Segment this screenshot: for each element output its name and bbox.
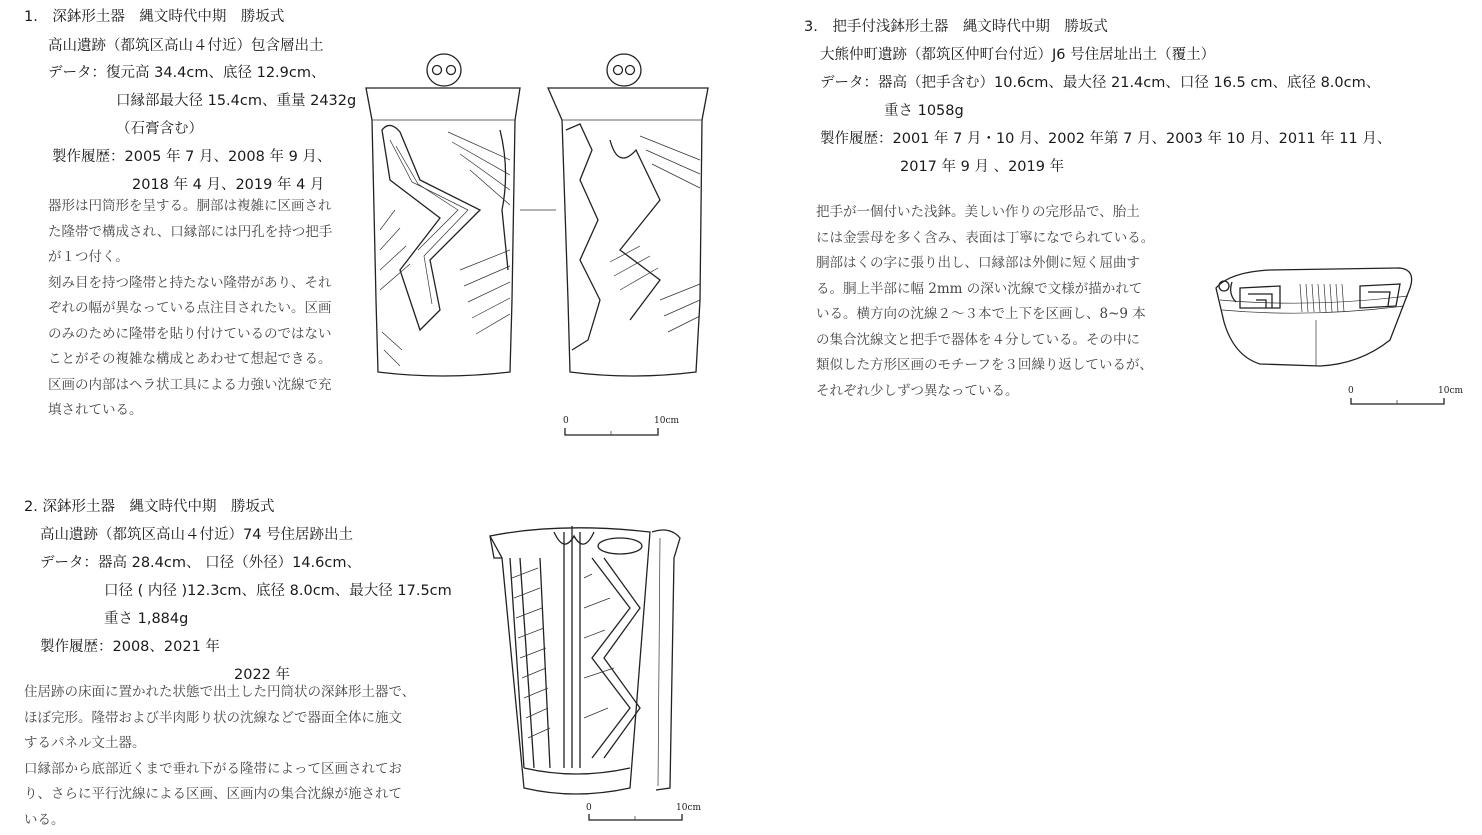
item2-desc-line: いる。 — [24, 811, 65, 828]
item2-desc-line: ほぼ完形。隆帯および半肉彫り状の沈線などで器面全体に施文 — [24, 709, 402, 726]
item3-desc-line: 胴部はくの字に張り出し、口縁部は外側に短く屈曲す — [816, 255, 1140, 271]
item1-scale-bar — [564, 428, 664, 438]
item3-scale-zero: 0 — [1348, 386, 1354, 396]
item3-desc-line: の集合沈線文と把手で器体を４分している。その中に — [816, 331, 1140, 348]
item3-data-line2: 重さ 1058g — [884, 103, 964, 119]
item1-desc-line: た隆帯で構成され、口縁部には円孔を持つ把手 — [48, 223, 333, 240]
item2-history-line1: 製作履歴：2008、2021 年 — [40, 639, 220, 655]
item3-heading: 3. 把手付浅鉢形土器 縄文時代中期 勝坂式 — [804, 19, 1108, 35]
item3-scale-max: 10cm — [1438, 386, 1464, 396]
item2-history-line2: 2022 年 — [234, 667, 291, 683]
item3-data-line1: データ：器高（把手含む）10.6cm、最大径 21.4cm、口径 16.5 cm、底径 8.0cm、 — [820, 75, 1381, 91]
item1-desc-line: 区画の内部はヘラ状工具による力強い沈線で充 — [48, 376, 332, 393]
item1-pottery-front-drawing — [360, 50, 530, 390]
item1-scale-max: 10cm — [654, 416, 680, 426]
item2-desc-line: 住居跡の床面に置かれた状態で出土した円筒状の深鉢形土器で、 — [24, 684, 416, 700]
item3-site: 大熊仲町遺跡（都筑区仲町台付近）J6 号住居址出土（覆土） — [820, 47, 1216, 63]
item2-desc-line: するパネル文土器。 — [24, 735, 146, 751]
item3-desc-line: る。胴上半部に幅 2mm の深い沈線で文様が描かれて — [816, 280, 1143, 297]
item1-desc-line: のみのために隆帯を貼り付けているのではない — [48, 325, 332, 342]
item2-site: 高山遺跡（都筑区高山４付近）74 号住居跡出土 — [40, 527, 354, 543]
item2-desc-line: り、さらに平行沈線による区画、区画内の集合沈線が施されて — [24, 786, 402, 802]
item2-heading: 2. 深鉢形土器 縄文時代中期 勝坂式 — [24, 499, 275, 515]
item3-bowl-drawing — [1210, 260, 1424, 372]
item1-data-line2: 口縁部最大径 15.4cm、重量 2432g — [116, 93, 357, 109]
item3-desc-line: 把手が一個付いた浅鉢。美しい作りの完形品で、胎土 — [816, 204, 1140, 220]
item1-desc-line: 刻み目を持つ隆帯と持たない隆帯があり、それ — [48, 274, 332, 291]
item3-history-line1: 製作履歴：2001 年 7 月・10 月、2002 年第 7 月、2003 年 10 月、2011 年 11 月、 — [820, 131, 1392, 147]
item3-desc-line: それぞれ少しずつ異なっている。 — [816, 382, 1019, 399]
item1-site: 高山遺跡（都筑区高山４付近）包含層出土 — [48, 38, 324, 54]
item1-heading: 1. 深鉢形土器 縄文時代中期 勝坂式 — [24, 9, 285, 25]
item2-description — [24, 680, 415, 833]
item2-desc-line: 口縁部から底部近くまで垂れ下がる隆帯によって区画されてお — [24, 760, 402, 777]
item1-history-line2: 2018 年 4 月、2019 年 4 月 — [132, 177, 325, 193]
item1-desc-line: 填されている。 — [48, 402, 143, 418]
item2-scale-bar — [588, 814, 688, 824]
item1-desc-line: 器形は円筒形を呈する。胴部は複雑に区画され — [48, 198, 332, 214]
item1-desc-line: ぞれの幅が異なっている点注目されたい。区画 — [48, 300, 332, 316]
item2-scale-max: 10cm — [676, 803, 702, 813]
item1-history-line1: 製作履歴：2005 年 7 月、2008 年 9 月、 — [52, 149, 332, 165]
item1-desc-line: が１つ付く。 — [48, 249, 129, 265]
item2-scale-zero: 0 — [586, 803, 592, 813]
item1-desc-line: ことがその複雑な構成とあわせて想起できる。 — [48, 351, 332, 367]
item2-data-line1: データ：器高 28.4cm、 口径（外径）14.6cm、 — [40, 555, 361, 571]
item2-pottery-drawing — [480, 518, 700, 800]
item2-data-line2: 口径 ( 内径 )12.3cm、底径 8.0cm、最大径 17.5cm — [104, 583, 452, 599]
item1-data-line1: データ：復元高 34.4cm、底径 12.9cm、 — [48, 65, 326, 81]
item2-data-line3: 重さ 1,884g — [104, 611, 189, 627]
item3-scale-bar — [1350, 398, 1450, 408]
item1-data-line3: （石膏含む） — [116, 121, 203, 137]
item1-description — [48, 194, 332, 424]
item1-scale-zero: 0 — [563, 416, 569, 426]
item3-desc-line: には金雲母を多く含み、表面は丁寧になでられている。 — [816, 229, 1155, 246]
item3-description — [816, 200, 1154, 404]
item3-history-line2: 2017 年 9 月 、2019 年 — [900, 159, 1065, 175]
item1-pottery-side-drawing — [540, 50, 720, 390]
item3-desc-line: いる。横方向の沈線２～３本で上下を区画し、8~9 本 — [816, 306, 1146, 322]
item3-desc-line: 類似した方形区画のモチーフを３回繰り返しているが、 — [816, 357, 1153, 373]
